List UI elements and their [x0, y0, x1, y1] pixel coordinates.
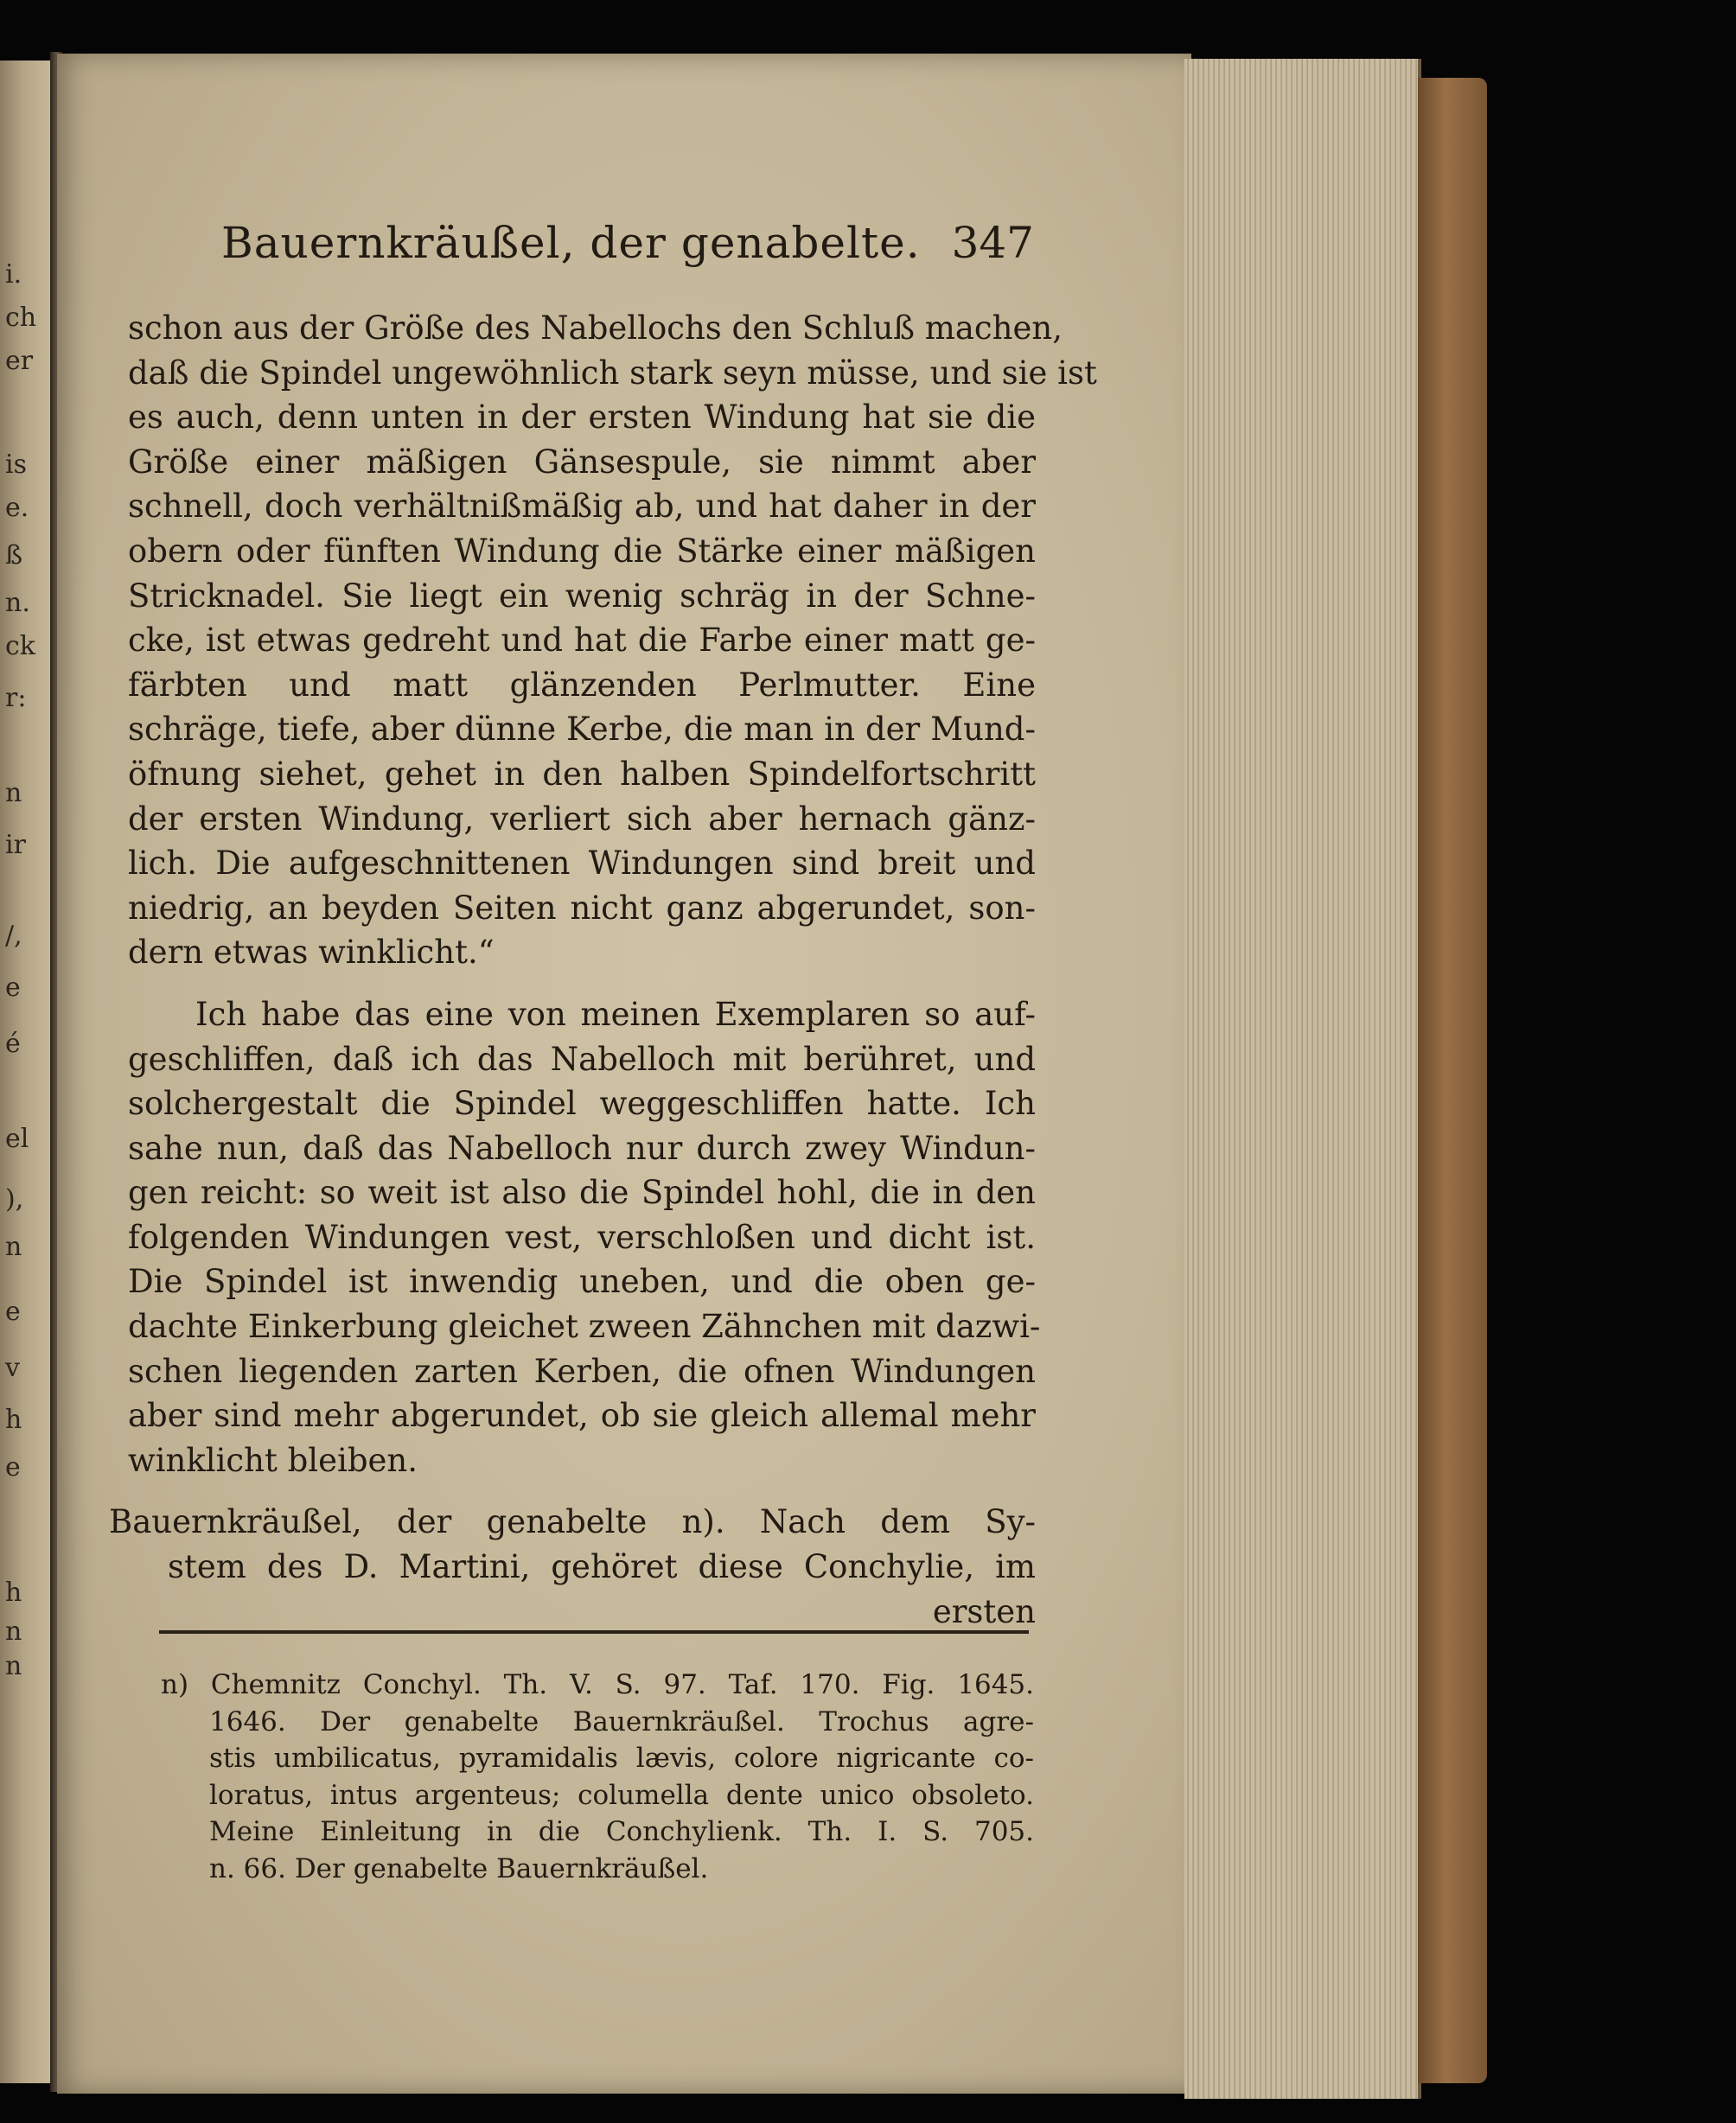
text-line: daß die Spindel ungewöhnlich stark seyn müsse, und sie ist — [128, 354, 1097, 392]
facing-page-text: er — [5, 346, 34, 376]
facing-page-text: n — [5, 778, 22, 808]
text-line: dachte Einkerbung gleichet zween Zähnchen mit dazwi- — [128, 1308, 1041, 1346]
text-line: der ersten Windung, verliert sich aber hernach gänz- — [128, 800, 1036, 838]
text-line: Größe einer mäßigen Gänsespule, sie nimmt aber — [128, 443, 1036, 481]
text-line: aber sind mehr abgerundet, ob sie gleich allemal mehr — [128, 1397, 1036, 1435]
facing-page-fragment — [0, 61, 56, 2083]
facing-page-text: e — [5, 972, 21, 1003]
text-line: Ich habe das eine von meinen Exemplaren so auf- — [195, 995, 1036, 1033]
text-line: folgenden Windungen vest, verschloßen und dicht ist. — [128, 1218, 1036, 1256]
footnote — [161, 1667, 1034, 1887]
book-cover-edge — [1418, 78, 1487, 2083]
facing-page-text: el — [5, 1124, 29, 1154]
text-line: dern etwas winklicht.“ — [128, 934, 495, 972]
text-line: lich. Die aufgeschnittenen Windungen sind breit und — [128, 845, 1036, 883]
page-block-edge — [1184, 59, 1421, 2099]
text-line: geschliffen, daß ich das Nabelloch mit berühret, und — [128, 1040, 1036, 1078]
text-line: öfnung siehet, gehet in den halben Spindelfortschritt — [128, 755, 1036, 793]
text-line: gen reicht: so weit ist also die Spindel hohl, die in den — [128, 1174, 1036, 1212]
text-line: Stricknadel. Sie liegt ein wenig schräg in der Schne- — [128, 577, 1036, 615]
text-line: färbten und matt glänzenden Perlmutter. Eine — [128, 666, 1036, 704]
text-line: Bauernkräußel, der genabelte n). Nach dem Sy- — [109, 1503, 1036, 1541]
facing-page-text: h — [5, 1405, 22, 1435]
footnote-line: loratus, intus argenteus; columella dente unico obsoleto. — [209, 1779, 1034, 1811]
facing-page-text: e — [5, 1452, 21, 1482]
facing-page-text: n. — [5, 588, 30, 618]
facing-page-text: h — [5, 1578, 22, 1608]
text-line: solchergestalt die Spindel weggeschliffen hatte. Ich — [128, 1085, 1036, 1123]
text-line: schon aus der Größe des Nabellochs den Schluß machen, — [128, 309, 1063, 347]
text-line: schnell, doch verhältnißmäßig ab, und hat daher in der — [128, 488, 1036, 526]
facing-page-text: é — [5, 1029, 21, 1059]
facing-page-text: n — [5, 1651, 22, 1681]
paragraph-3 — [109, 1500, 1036, 1589]
paragraph-2 — [128, 992, 1041, 1483]
facing-page-text: is — [5, 449, 27, 480]
text-line: Die Spindel ist inwendig uneben, und die oben ge- — [128, 1263, 1036, 1301]
facing-page-text: e. — [5, 493, 29, 523]
paragraph-1 — [128, 306, 1097, 975]
main-text — [109, 306, 1097, 1634]
facing-page-text: v — [5, 1353, 20, 1383]
catchword: ersten — [932, 1592, 1036, 1630]
facing-page-text: ch — [5, 303, 37, 333]
text-line: schen liegenden zarten Kerben, die ofnen Windungen — [128, 1352, 1036, 1390]
text-line: sahe nun, daß das Nabelloch nur durch zwey Windun- — [128, 1129, 1036, 1167]
facing-page-text: r: — [5, 683, 27, 713]
footnote-rule — [159, 1630, 1029, 1634]
facing-page-text: ß — [5, 540, 23, 571]
running-title: Bauernkräußel, der genabelte. — [221, 218, 921, 268]
page-header — [195, 218, 1034, 287]
facing-page-text: ck — [5, 631, 35, 661]
text-line: winklicht bleiben. — [128, 1441, 418, 1479]
text-line: stem des D. Martini, gehöret diese Conchylie, im — [168, 1548, 1036, 1586]
footnote-line: Meine Einleitung in die Conchylienk. Th. I. S. 705. — [209, 1816, 1034, 1847]
text-line: schräge, tiefe, aber dünne Kerbe, die man in der Mund- — [128, 711, 1036, 749]
facing-page-text: n — [5, 1616, 22, 1647]
facing-page-text: e — [5, 1297, 21, 1327]
footnote-line: 1646. Der genabelte Bauernkräußel. Trochus agre- — [209, 1705, 1034, 1737]
text-line: es auch, denn unten in der ersten Windung hat sie die — [128, 398, 1036, 437]
facing-page-text: n — [5, 1232, 22, 1262]
facing-page-text: ), — [5, 1184, 24, 1215]
text-line: obern oder fünften Windung die Stärke einer mäßigen — [128, 532, 1036, 570]
facing-page-text: i. — [5, 259, 22, 290]
book-page — [57, 54, 1191, 2094]
footnote-line: n) Chemnitz Conchyl. Th. V. S. 97. Taf. 170. Fig. 1645. — [161, 1669, 1034, 1700]
facing-page-text: /, — [5, 921, 22, 951]
footnote-line: stis umbilicatus, pyramidalis lævis, colore nigricante co- — [209, 1743, 1034, 1774]
page-number: 347 — [951, 218, 1034, 268]
footnote-line: n. 66. Der genabelte Bauernkräußel. — [209, 1852, 709, 1884]
text-line: niedrig, an beyden Seiten nicht ganz abgerundet, son- — [128, 889, 1036, 927]
text-line: cke, ist etwas gedreht und hat die Farbe einer matt ge- — [128, 622, 1036, 660]
facing-page-text: ir — [5, 830, 26, 860]
